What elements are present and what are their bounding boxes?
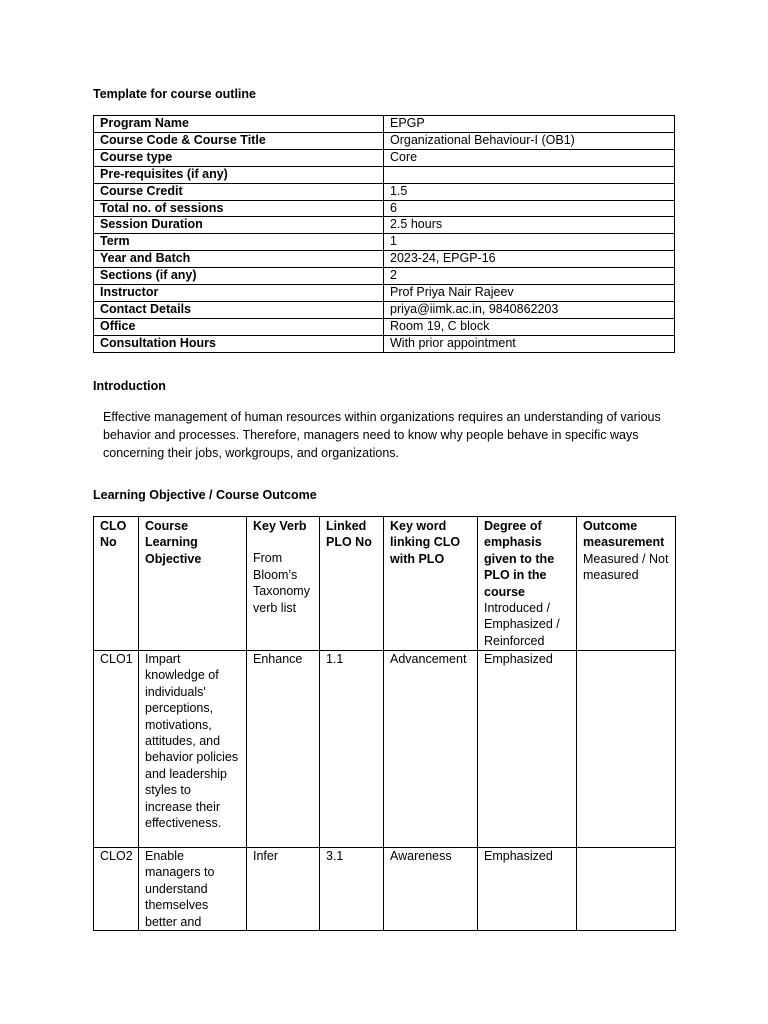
clo-objective: Impart knowledge of individuals' perceptions, motivations, attitudes, and behavior policies and leadership styles to increase their effectiveness.: [139, 651, 247, 848]
row-value: 2.5 hours: [384, 217, 675, 234]
row-value: [384, 166, 675, 183]
table-row: [94, 132, 675, 149]
header-emphasis-sub: Introduced / Emphasized / Reinforced: [484, 601, 560, 648]
clo-outcome: [577, 651, 676, 848]
table-row: [94, 149, 675, 166]
row-label: Office: [94, 318, 384, 335]
clo-key-verb: Enhance: [247, 651, 320, 848]
clo-linked-plo: 1.1: [320, 651, 384, 848]
header-objective: Course Learning Objective: [139, 517, 247, 651]
document-title: Template for course outline: [93, 87, 256, 101]
row-value: With prior appointment: [384, 335, 675, 352]
row-label: Total no. of sessions: [94, 200, 384, 217]
clo-emphasis: Emphasized: [478, 651, 577, 848]
clo-keyword: Awareness: [384, 848, 478, 931]
table-row: [94, 268, 675, 285]
row-value: Organizational Behaviour-I (OB1): [384, 132, 675, 149]
table-row: [94, 217, 675, 234]
table-row: [94, 318, 675, 335]
row-value: 2023-24, EPGP-16: [384, 251, 675, 268]
row-value: priya@iimk.ac.in, 9840862203: [384, 301, 675, 318]
table-row: [94, 116, 675, 133]
row-label: Program Name: [94, 116, 384, 133]
header-key-verb: Key Verb From Bloom’s Taxonomy verb list: [247, 517, 320, 651]
header-outcome-sub: Measured / Not measured: [583, 551, 669, 583]
row-value: 2: [384, 268, 675, 285]
learning-objective-heading: Learning Objective / Course Outcome: [93, 488, 317, 502]
clo-linked-plo: 3.1: [320, 848, 384, 931]
table-row: [94, 200, 675, 217]
table-row: [94, 183, 675, 200]
clo-keyword: Advancement: [384, 651, 478, 848]
row-label: Session Duration: [94, 217, 384, 234]
table-row: [94, 285, 675, 302]
clo-key-verb: Infer: [247, 848, 320, 931]
header-emphasis: Degree of emphasis given to the PLO in the course Introduced / Emphasized / Reinforced: [478, 517, 577, 651]
course-info-table: [93, 115, 675, 353]
table-row: [94, 251, 675, 268]
row-label: Year and Batch: [94, 251, 384, 268]
clo-objective: Enable managers to understand themselves better and: [139, 848, 247, 931]
row-label: Contact Details: [94, 301, 384, 318]
row-label: Pre-requisites (if any): [94, 166, 384, 183]
row-label: Course type: [94, 149, 384, 166]
table-row: [94, 848, 676, 931]
row-value: Core: [384, 149, 675, 166]
learning-objective-table: [93, 516, 676, 931]
header-key-verb-sub: From Bloom’s Taxonomy verb list: [253, 551, 310, 615]
table-header-row: [94, 517, 676, 651]
clo-emphasis: Emphasized: [478, 848, 577, 931]
row-value: 6: [384, 200, 675, 217]
row-label: Sections (if any): [94, 268, 384, 285]
row-value: EPGP: [384, 116, 675, 133]
table-row: [94, 335, 675, 352]
clo-number: CLO1: [94, 651, 139, 848]
table-row: [94, 234, 675, 251]
clo-number: CLO2: [94, 848, 139, 931]
row-value: 1.5: [384, 183, 675, 200]
row-label: Course Credit: [94, 183, 384, 200]
row-value: Prof Priya Nair Rajeev: [384, 285, 675, 302]
row-label: Instructor: [94, 285, 384, 302]
table-row: [94, 301, 675, 318]
header-clo-no: CLO No: [94, 517, 139, 651]
row-label: Term: [94, 234, 384, 251]
header-keyword: Key word linking CLO with PLO: [384, 517, 478, 651]
table-row: [94, 166, 675, 183]
header-outcome: Outcome measurement Measured / Not measured: [577, 517, 676, 651]
table-row: [94, 651, 676, 848]
clo-outcome: [577, 848, 676, 931]
introduction-heading: Introduction: [93, 379, 166, 393]
row-label: Consultation Hours: [94, 335, 384, 352]
introduction-text: Effective management of human resources within organizations requires an understanding of various behavior and processes. Therefore, managers need to know why people behave in specific ways concerning their jobs, workgroups, and organizations.: [103, 410, 661, 460]
header-linked-plo: Linked PLO No: [320, 517, 384, 651]
row-value: 1: [384, 234, 675, 251]
row-value: Room 19, C block: [384, 318, 675, 335]
row-label: Course Code & Course Title: [94, 132, 384, 149]
